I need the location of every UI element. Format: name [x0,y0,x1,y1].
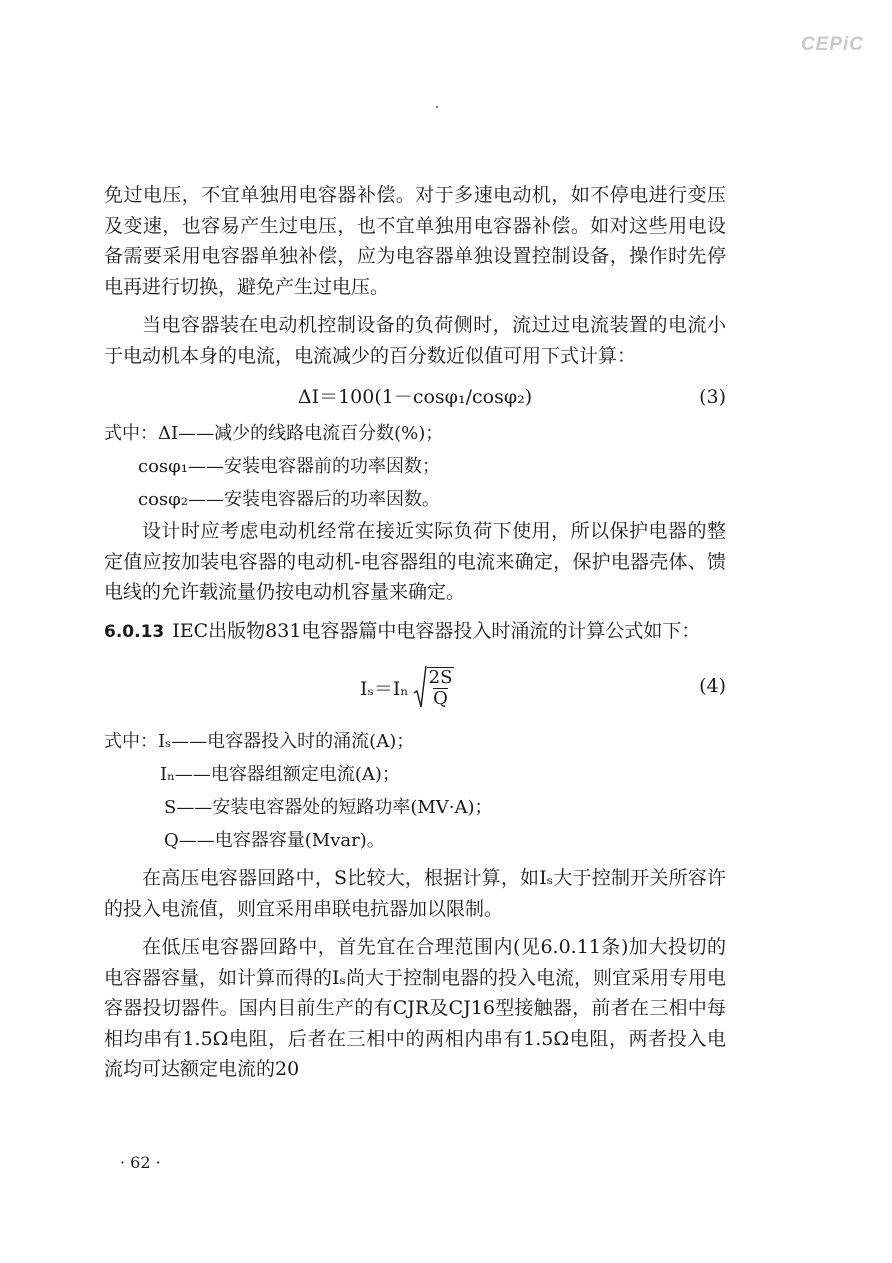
paragraph-6: 在低压电容器回路中，首先宜在合理范围内(见6.0.11条)加大投切的电容器容量，如计算而得的Iₛ尚大于控制电器的投入电流，则宜采用专用电容器投切器件。国内目前生产的有CJR及CJ16型接触器，前者在三相中每相均串有1.5Ω电阻，后者在三相中的两相内串有1.5Ω电阻，两者投入电流均可达额定电流的20 [104,936,726,1080]
formula-3-expression: ΔI＝100(1－cosφ₁/cosφ₂) [297,386,533,408]
paragraph-1: 免过电压，不宜单独用电容器补偿。对于多速电动机，如不停电进行变压及变速，也容易产生过电压，也不宜单独用电容器补偿。如对这些用电设备需要采用电容器单独补偿，应为电容器单独设置控制设备，操作时先停电再进行切换，避免产生过电压。 [104,184,726,298]
formula-4-number: (4) [699,675,726,697]
section-text: IEC出版物831电容器篇中电容器投入时涌流的计算公式如下： [172,619,701,642]
fraction-numerator: 2S [428,667,453,688]
section-6-0-13 [104,616,726,648]
formula-4-definition: 式中：Iₛ——电容器投入时的涌流(A)； [104,731,415,752]
formula-3-definition: cosφ₁——安装电容器前的功率因数； [138,456,440,477]
formula-3-definition: cosφ₂——安装电容器后的功率因数。 [138,489,440,510]
radical-sign-icon [413,665,427,709]
formula-4-definition: S——安装电容器处的短路功率(MV·A)； [164,797,493,818]
paragraph-2: 当电容器装在电动机控制设备的负荷侧时，流过过电流装置的电流小于电动机本身的电流，电流减少的百分数近似值可用下式计算： [104,314,726,367]
paragraph-5: 在高压电容器回路中，S比较大，根据计算，如Iₛ大于控制开关所容许的投入电流值，则宜采用串联电抗器加以限制。 [104,867,726,920]
page-body [104,180,726,1093]
section-number: 6.0.13 [104,621,165,642]
formula-4-lhs: Iₛ＝Iₙ [360,677,409,700]
header-mark [436,106,438,108]
formula-4 [104,655,726,717]
page-number: · 62 · [120,1153,161,1172]
formula-3 [104,379,726,415]
formula-4-definition: Q——电容器容量(Mvar)。 [164,830,385,851]
paragraph-3: 设计时应考虑电动机经常在接近实际负荷下使用，所以保护电器的整定值应按加装电容器的电动机-电容器组的电流来确定，保护电器壳体、馈电线的允许载流量仍按电动机容量来确定。 [104,520,726,603]
formula-4-expression [360,665,454,709]
formula-4-definition: Iₙ——电容器组额定电流(A)； [160,764,400,785]
square-root [413,665,455,709]
formula-3-definition: 式中：ΔI——减少的线路电流百分数(%)； [104,423,444,444]
fraction-denominator: Q [433,688,448,709]
formula-4-fraction [427,667,455,709]
publisher-logo: CEPiC [800,34,864,55]
formula-3-number: (3) [699,386,726,408]
